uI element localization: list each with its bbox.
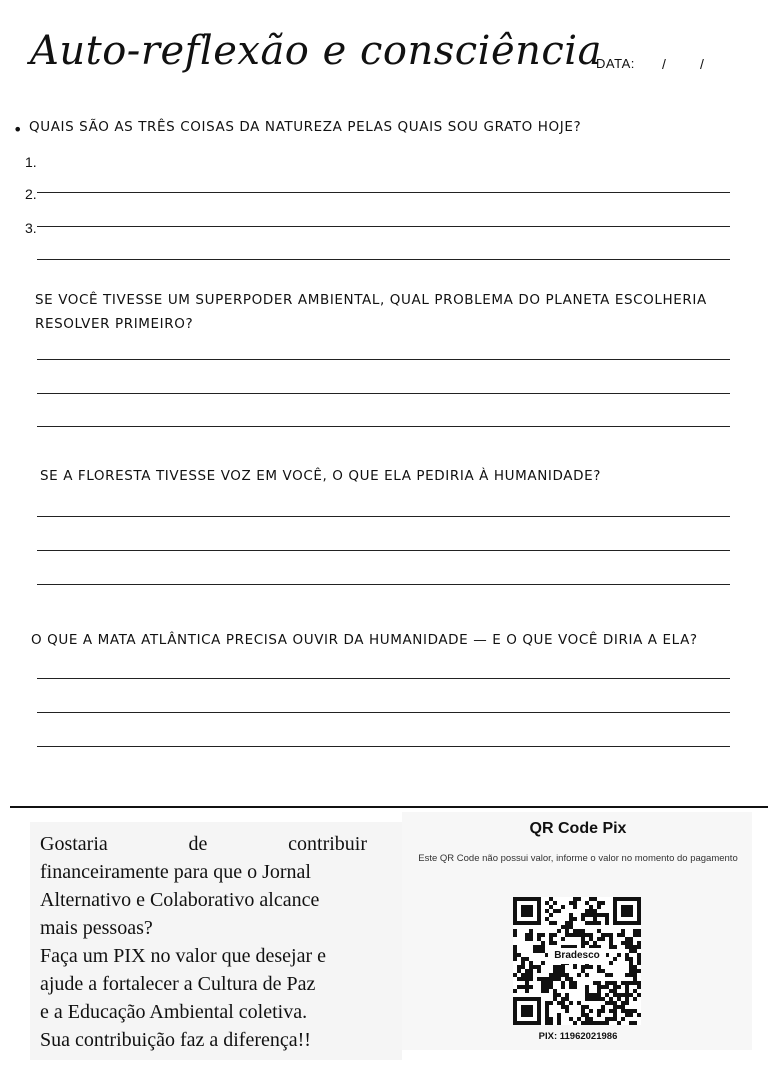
contribution-text — [40, 830, 367, 1054]
answer-line[interactable] — [37, 678, 730, 679]
answer-line[interactable] — [37, 192, 730, 193]
qr-bank-label: Bradesco — [548, 948, 606, 964]
answer-line[interactable] — [37, 426, 730, 427]
answer-line[interactable] — [37, 393, 730, 394]
contribution-line: mais pessoas? — [40, 917, 153, 939]
qr-title: QR Code Pix — [529, 820, 627, 837]
contribution-line: Faça um PIX no valor que desejar e — [40, 945, 327, 967]
qr-note: Este QR Code não possui valor, informe o valor no momento do pagamento — [418, 853, 738, 864]
question-1: QUAIS SÃO AS TRÊS COISAS DA NATUREZA PELAS QUAIS SOU GRATO HOJE? — [29, 119, 582, 135]
answer-line[interactable] — [37, 259, 730, 260]
date-field — [596, 56, 705, 72]
date-label: DATA: — [596, 56, 635, 71]
answer-number-3: 3. — [25, 220, 37, 236]
qr-finder-3 — [513, 997, 541, 1025]
answer-line[interactable] — [37, 550, 730, 551]
qr-finder-2 — [613, 897, 641, 925]
question-2-line-1: SE VOCÊ TIVESSE UM SUPERPODER AMBIENTAL, QUAL PROBLEMA DO PLANETA ESCOLHERIA — [35, 292, 707, 308]
answer-number-2: 2. — [25, 186, 37, 202]
date-separator-day: / — [662, 56, 667, 72]
page-title: Auto-reflexão e consciência — [30, 28, 602, 74]
pix-key: PIX: 11962021986 — [538, 1031, 618, 1042]
question-3: SE A FLORESTA TIVESSE VOZ EM VOCÊ, O QUE ELA PEDIRIA À HUMANIDADE? — [40, 468, 601, 484]
section-divider — [10, 806, 768, 808]
contribution-line: Sua contribuição faz a diferença!! — [40, 1029, 311, 1051]
bullet-icon: • — [13, 120, 23, 139]
qr-finder-1 — [513, 897, 541, 925]
answer-number-1: 1. — [25, 154, 37, 170]
contribution-line: ajude a fortalecer a Cultura de Paz — [40, 973, 316, 995]
answer-line[interactable] — [37, 746, 730, 747]
answer-line[interactable] — [37, 712, 730, 713]
contribution-line: e a Educação Ambiental coletiva. — [40, 1001, 308, 1023]
question-4: O QUE A MATA ATLÂNTICA PRECISA OUVIR DA HUMANIDADE — E O QUE VOCÊ DIRIA A ELA? — [31, 632, 698, 648]
contribution-line: financeiramente para que o Jornal — [40, 861, 311, 883]
question-2-line-2: RESOLVER PRIMEIRO? — [35, 316, 194, 332]
answer-line[interactable] — [37, 584, 730, 585]
contribution-line: Alternativo e Colaborativo alcance — [40, 889, 320, 911]
date-separator-month: / — [700, 56, 705, 72]
answer-line[interactable] — [37, 516, 730, 517]
answer-line[interactable] — [37, 359, 730, 360]
answer-line[interactable] — [37, 226, 730, 227]
contribution-line: Gostaria de contribuir — [40, 833, 367, 855]
